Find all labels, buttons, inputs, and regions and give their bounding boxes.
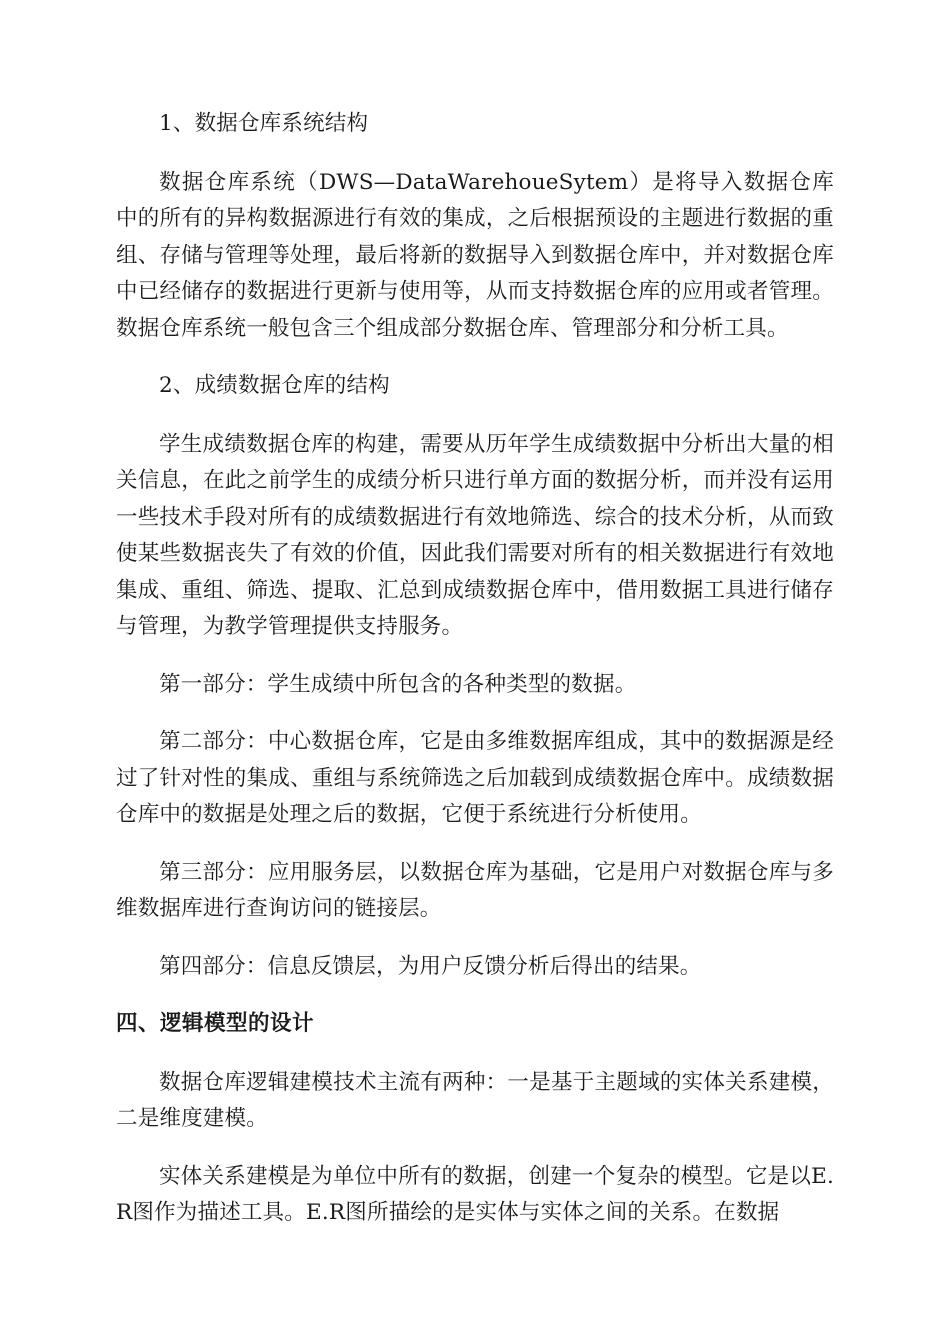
paragraph-part-one: 第一部分：学生成绩中所包含的各种类型的数据。 <box>159 671 637 697</box>
paragraph-modeling-approaches: 数据仓库逻辑建模技术主流有两种：一是基于主题域的实体关系建模，二是维度建模。 <box>116 1069 834 1131</box>
chapter-heading-logical-model: 四、逻辑模型的设计 <box>116 1011 315 1036</box>
document-body <box>116 106 834 1253</box>
paragraph-er-modeling: 实体关系建模是为单位中所有的数据，创建一个复杂的模型。它是以E.R图作为描述工具。E.R图所描绘的是实体与实体之间的关系。在数据 <box>116 1163 834 1225</box>
paragraph-part-three: 第三部分：应用服务层，以数据仓库为基础，它是用户对数据仓库与多维数据库进行查询访问的链接层。 <box>116 859 834 921</box>
paragraph-grade-warehouse: 学生成绩数据仓库的构建，需要从历年学生成绩数据中分析出大量的相关信息，在此之前学生的成绩分析只进行单方面的数据分析，而并没有运用一些技术手段对所有的成绩数据进行有效地筛选、综合的技术分析，从而致使某些数据丧失了有效的价值，因此我们需要对所有的相关数据进行有效地集成、重组、筛选、提取、汇总到成绩数据仓库中，借用数据工具进行储存与管理，为教学管理提供支持服务。 <box>116 431 834 639</box>
paragraph-part-two: 第二部分：中心数据仓库，它是由多维数据库组成，其中的数据源是经过了针对性的集成、重组与系统筛选之后加载到成绩数据仓库中。成绩数据仓库中的数据是处理之后的数据，它便于系统进行分析使用。 <box>116 729 834 827</box>
section-heading-grade-warehouse-structure: 2、成绩数据仓库的结构 <box>159 373 390 398</box>
paragraph-part-four: 第四部分：信息反馈层，为用户反馈分析后得出的结果。 <box>159 953 702 979</box>
section-heading-data-warehouse-structure: 1、数据仓库系统结构 <box>159 111 369 136</box>
paragraph-dws-definition: 数据仓库系统（DWS—DataWarehoueSytem）是将导入数据仓库中的所有的异构数据源进行有效的集成，之后根据预设的主题进行数据的重组、存储与管理等处理，最后将新的数据导入到数据仓库中，并对数据仓库中已经储存的数据进行更新与使用等，从而支持数据仓库的应用或者管理。数据仓库系统一般包含三个组成部分数据仓库、管理部分和分析工具。 <box>116 169 834 341</box>
